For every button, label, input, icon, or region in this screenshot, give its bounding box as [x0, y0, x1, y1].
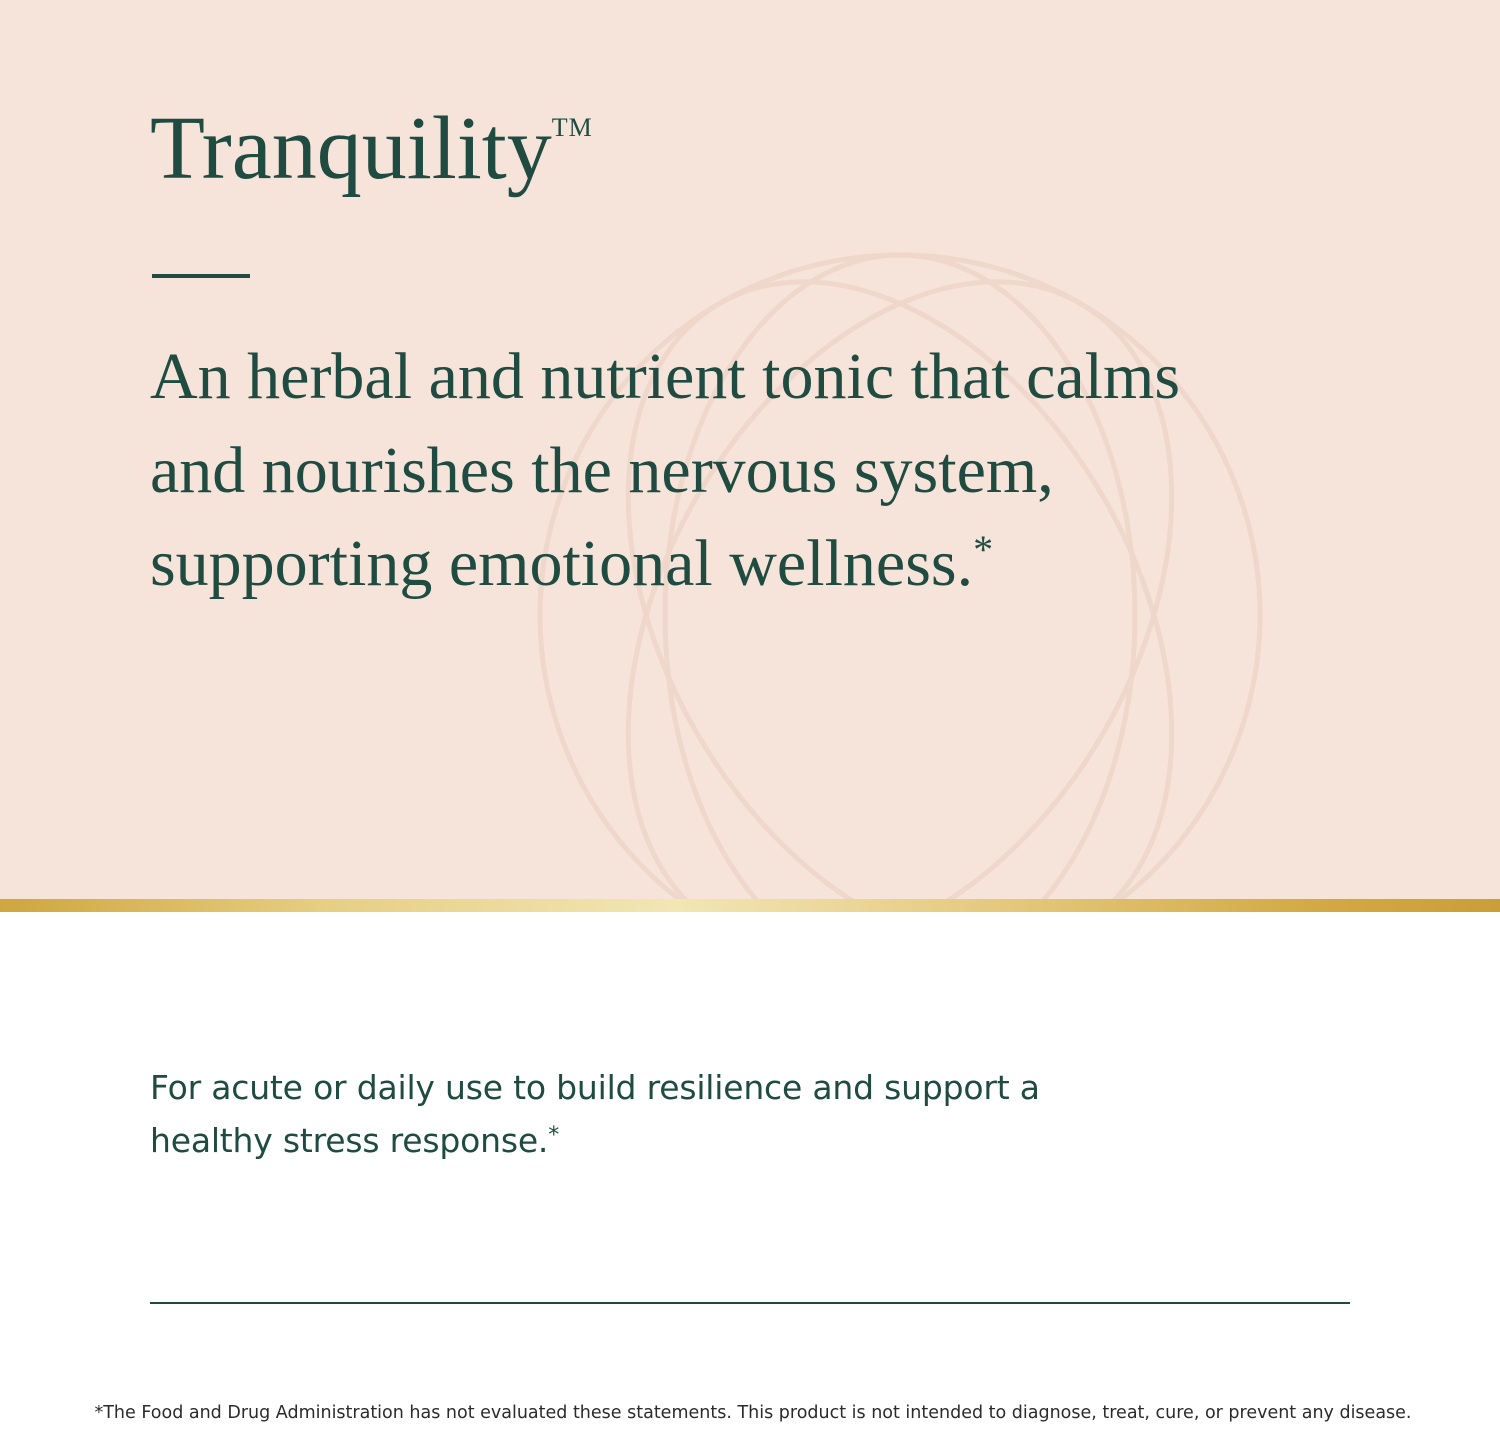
lower-panel: [0, 912, 1500, 1436]
usage-statement: [150, 1062, 1150, 1168]
fda-disclaimer: *The Food and Drug Administration has not evaluated these statements. This product is not intended to diagnose, treat, cure, or prevent any disease.: [94, 1403, 1412, 1423]
page-title: [150, 99, 593, 198]
bottom-divider: [150, 1302, 1350, 1304]
product-title-text: Tranquility: [150, 99, 552, 198]
product-description-text: An herbal and nutrient tonic that calms and nourishes the nervous system, supporting emotional wellness.: [150, 340, 1181, 601]
product-description: [150, 330, 1290, 611]
gold-divider-bar: [0, 899, 1500, 912]
trademark-symbol: TM: [551, 113, 593, 142]
title-divider: [152, 274, 250, 278]
description-footnote-marker: *: [973, 527, 994, 573]
usage-statement-text: For acute or daily use to build resilience and support a healthy stress response.: [150, 1068, 1040, 1160]
usage-footnote-marker: *: [548, 1122, 560, 1148]
